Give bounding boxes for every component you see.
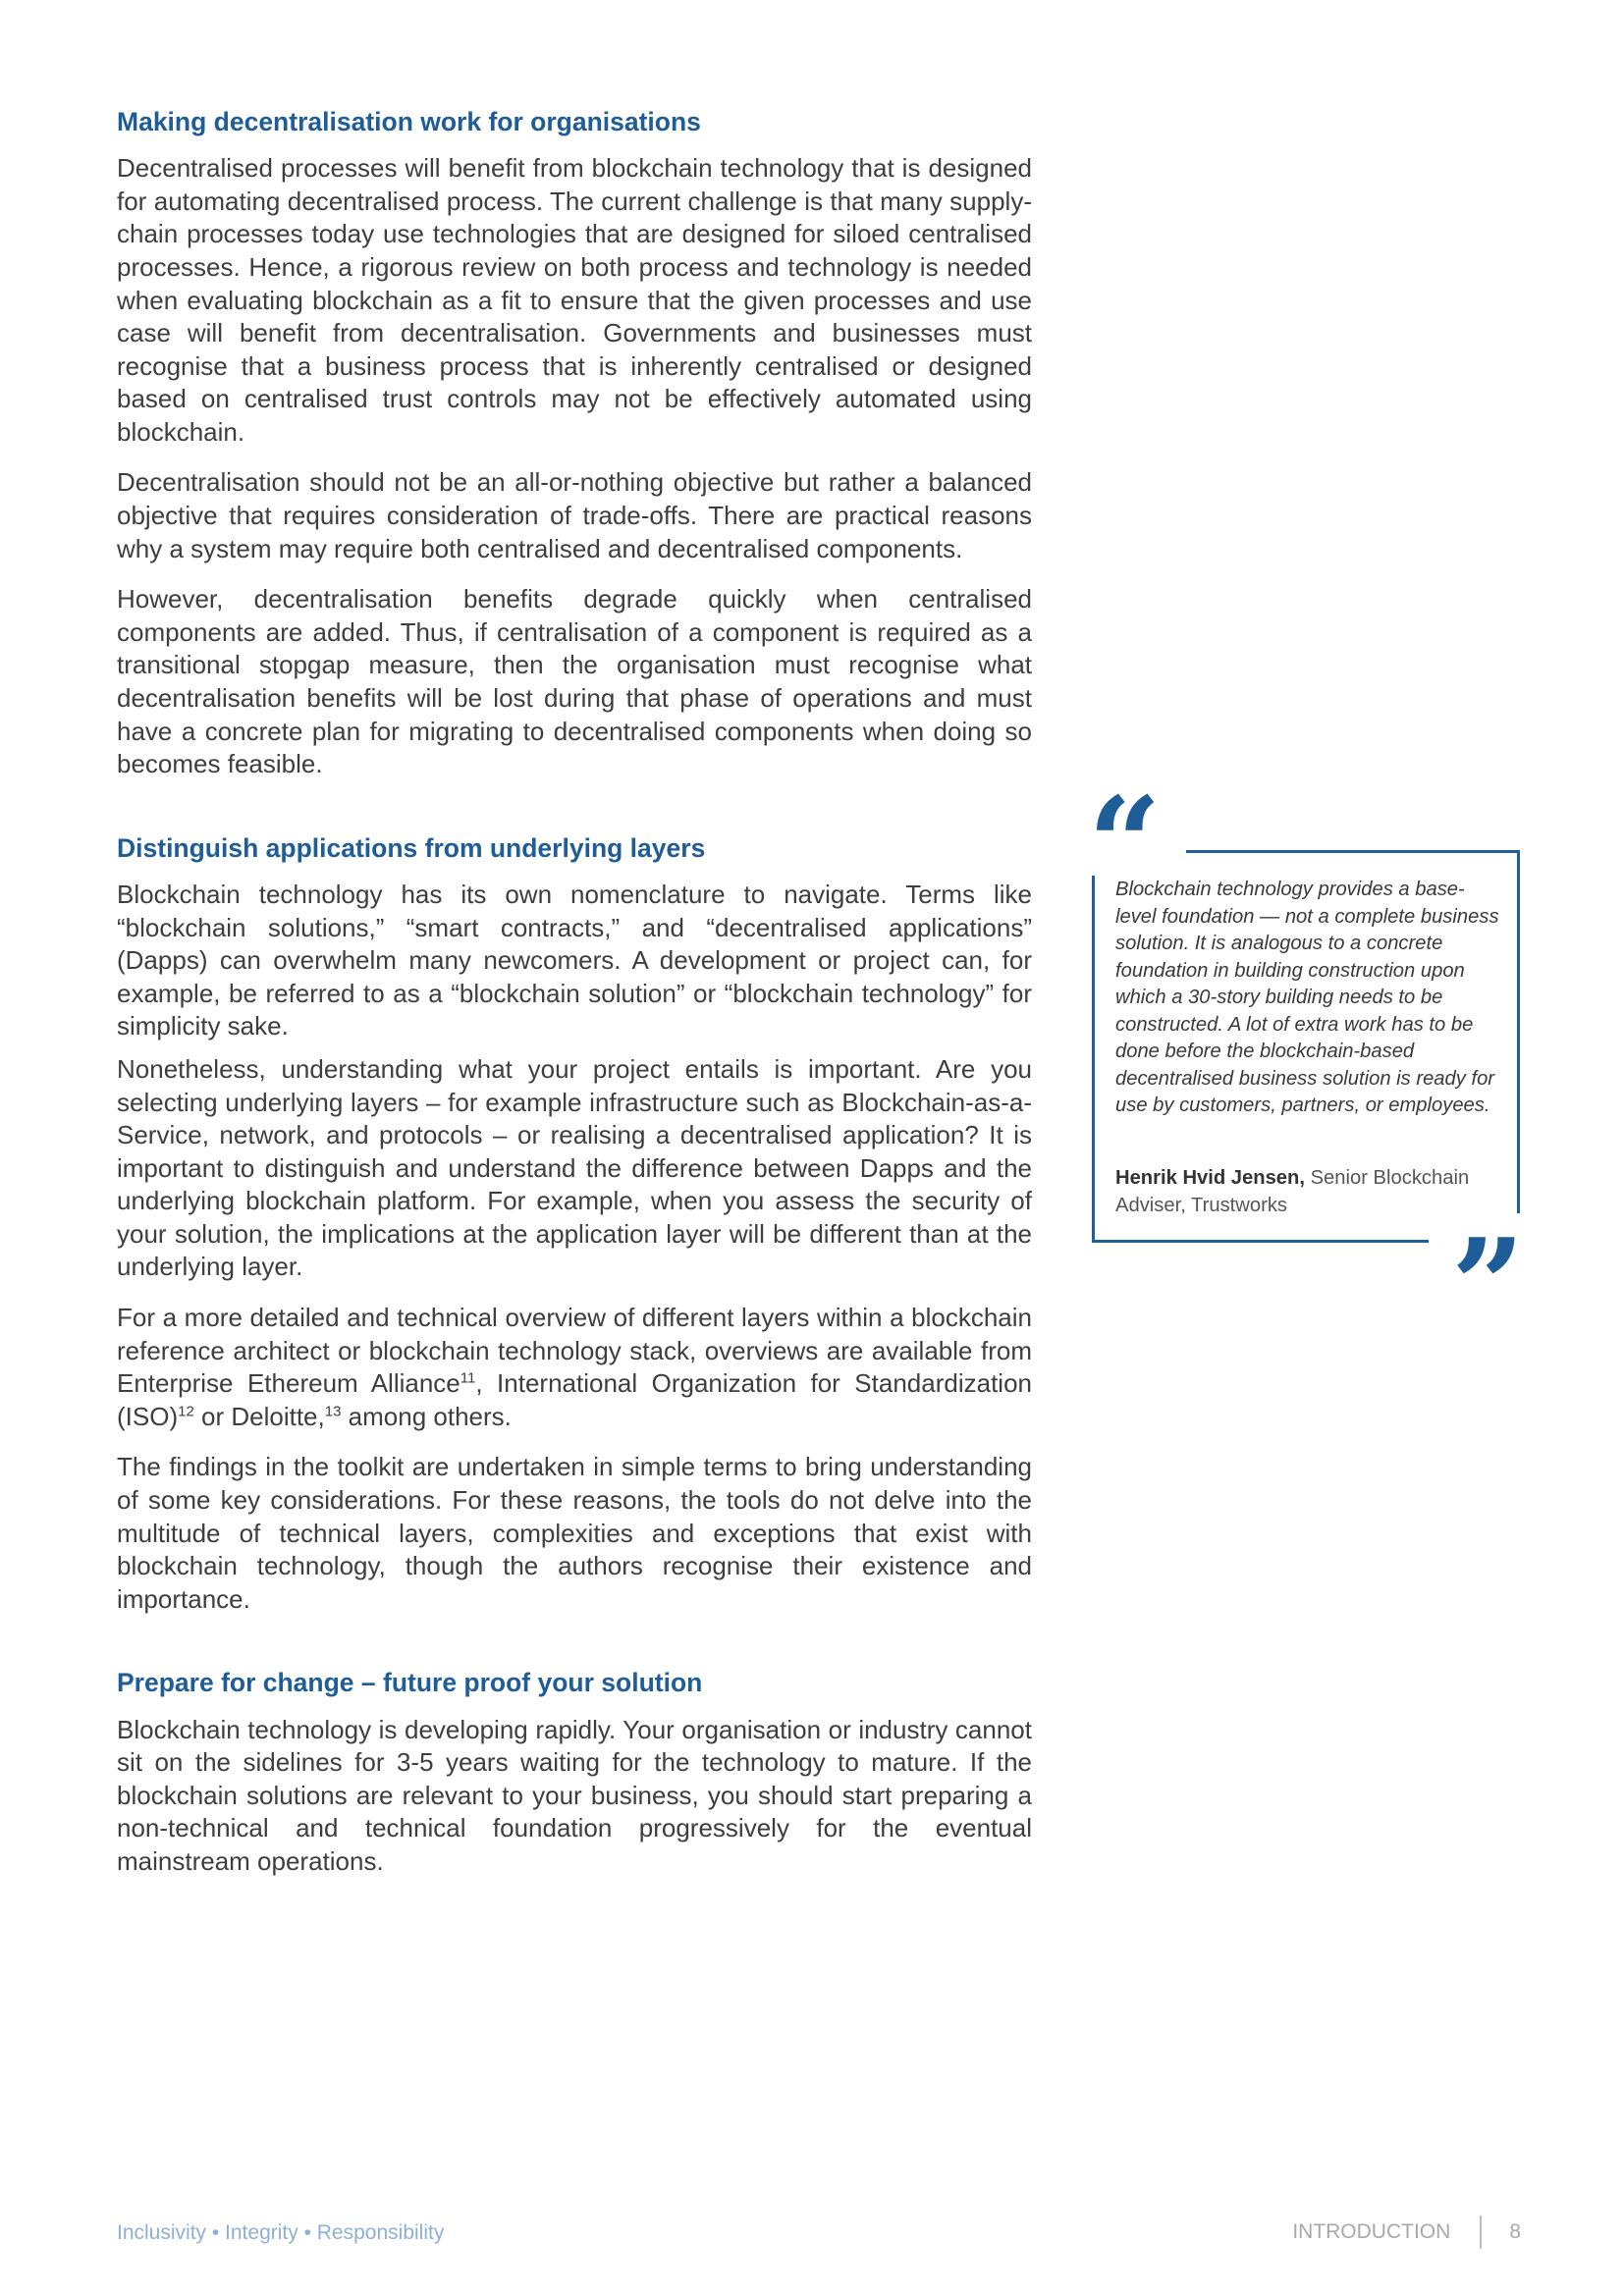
quote-frame-top [1186,850,1520,853]
quote-author-role: Senior Blockchain Adviser, Trustworks [1115,1167,1470,1216]
quote-text: Blockchain technology provides a base-level foundation — not a complete business solution. It is analogous to a concrete foundation in building construction upon which a 30-story building needs to be constructed. A lot of extra work has to be done before the blockchain-based decentralised business solution is ready for use by customers, partners, or employees. [1115,879,1499,1116]
quote-attribution [1115,1165,1508,1219]
paragraph: However, decentralisation benefits degrade quickly when centralised components are added. Thus, if centralisation of a component is required as a transitional stopgap measure, then the organisation must recognise what decentralisation benefits will be lost during that phase of operations and must have a concrete plan for migrating to decentralised components when doing so becomes feasible. [117,584,1032,779]
quote-frame-left [1092,876,1095,1243]
close-quote-icon: ” [1451,1210,1525,1361]
main-content [117,106,1032,1930]
footer-section-label: INTRODUCTION [1292,2220,1451,2243]
text-span: among others. [341,1401,512,1431]
footer-page-info [1292,2215,1521,2250]
quote-frame-right [1517,850,1520,1213]
footer-tagline: Inclusivity • Integrity • Responsibility [117,2221,445,2244]
paragraph: Decentralised processes will benefit from blockchain technology that is designed for automating decentralised process. The current challenge is that many supply-chain processes today use technologies that are designed for siloed centralised processes. Hence, a rigorous review on both process and technology is needed when evaluating blockchain as a fit to ensure that the given processes and use case will benefit from decentralisation. Governments and businesses must recognise that a business process that is inherently centralised or designed based on centralised trust controls may not be effectively automated using blockchain. [117,153,1032,447]
text-span: For a more detailed and technical overview of different layers within a blockchain reference architect or blockchain technology stack, overviews are available from Enterprise Ethereum Alliance [117,1303,1032,1399]
footnote-ref: 11 [460,1369,476,1387]
section-decentralisation [117,106,1032,781]
footnote-ref: 13 [324,1403,342,1420]
footer-divider [1480,2216,1482,2249]
section-layers [117,832,1032,1617]
section-heading: Making decentralisation work for organisations [117,107,701,136]
paragraph: Blockchain technology is developing rapidly. Your organisation or industry cannot sit on the sidelines for 3-5 years waiting for the technology to mature. If the blockchain solutions are relevant to your business, you should start preparing a non-technical and technical foundation progressively for the eventual mainstream operations. [117,1714,1032,1876]
section-heading: Prepare for change – future proof your solution [117,1668,703,1698]
paragraph-with-footnotes [117,1302,1032,1433]
quote-author: Henrik Hvid Jensen, [1115,1167,1305,1189]
paragraph: Nonetheless, understanding what your project entails is important. Are you selecting underlying layers – for example infrastructure such as Blockchain-as-a-Service, network, and protocols – or realising a decentralised application? It is important to distinguish and understand the difference between Dapps and the underlying blockchain platform. For example, when you assess the security of your solution, the implications at the application layer will be different than at the underlying layer. [117,1053,1032,1282]
page-number: 8 [1509,2220,1521,2243]
section-prepare [117,1667,1032,1878]
quote-frame-bottom [1092,1240,1429,1243]
footnote-ref: 12 [178,1403,194,1420]
paragraph: The findings in the toolkit are undertaken in simple terms to bring understanding of some key considerations. For these reasons, the tools do not delve into the multitude of technical layers, complexities and exceptions that exist with blockchain technology, though the authors recognise their existence and importance. [117,1452,1032,1614]
open-quote-icon: “ [1088,769,1162,919]
text-span: or Deloitte, [193,1401,325,1431]
paragraph: Blockchain technology has its own nomenclature to navigate. Terms like “blockchain solutions,” “smart contracts,” and “decentralised applications” (Dapps) can overwhelm many newcomers. A development or project can, for example, be referred to as a “blockchain solution” or “blockchain technology” for simplicity sake. [117,879,1032,1041]
paragraph: Decentralisation should not be an all-or-nothing objective but rather a balanced objective that requires consideration of trade-offs. There are practical reasons why a system may require both centralised and decentralised components. [117,467,1032,563]
section-heading: Distinguish applications from underlying layers [117,832,706,863]
text-span: , International Organization for Standardization (ISO) [117,1368,1032,1431]
